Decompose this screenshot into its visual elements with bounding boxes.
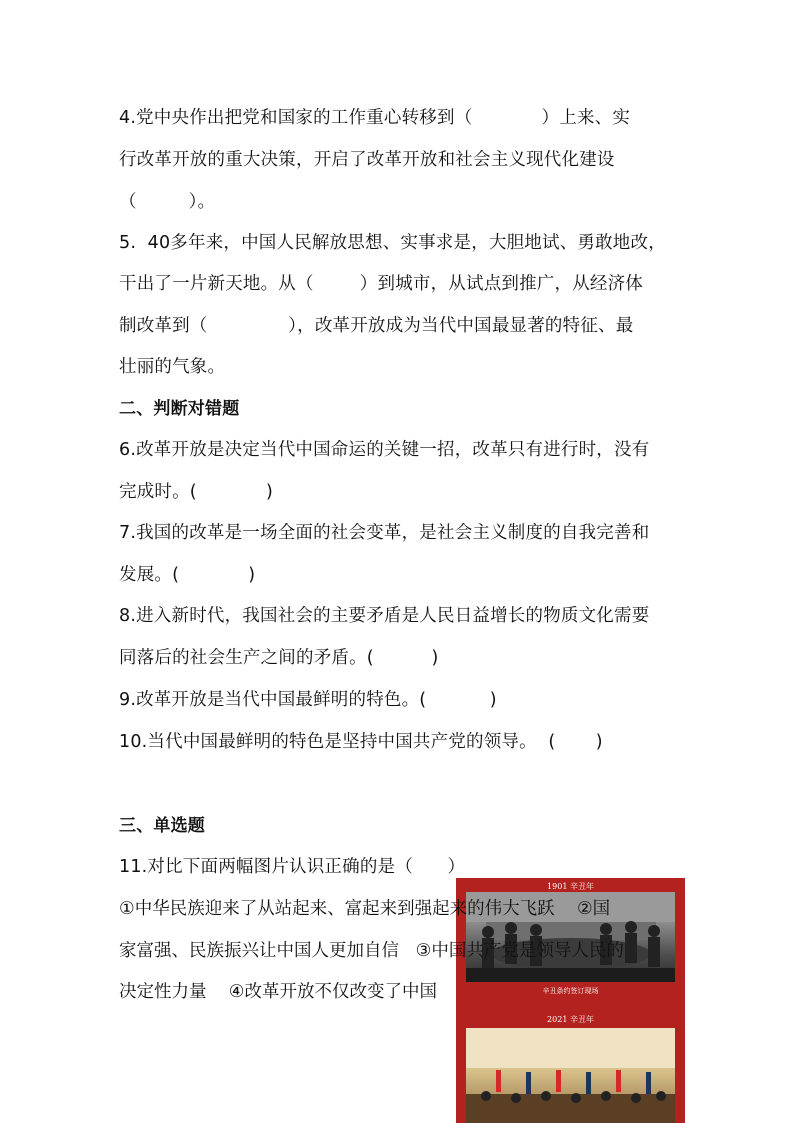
q5-line-2: 干出了一片新天地。从（ ）到城市，从试点到推广，从经济体: [119, 274, 643, 294]
q5-line-4: 壮丽的气象。: [119, 357, 226, 377]
q11: 11.对比下面两幅图片认识正确的是（ ）: [119, 857, 466, 877]
q11-options-line-1: ①中华民族迎来了从站起来、富起来到强起来的伟大飞跃 ②国: [119, 899, 611, 919]
q7-line-2: 发展。( ): [119, 565, 256, 585]
figure-mid-caption: 辛丑条约签订现场: [542, 987, 599, 995]
q5-line-3: 制改革到（ ），改革开放成为当代中国最显著的特征、最: [119, 316, 634, 336]
q11-options-line-2: 家富强、民族振兴让中国人更加自信 ③中国共产党是领导人民的: [119, 941, 624, 961]
modern-photo: [466, 1028, 675, 1123]
q8-line-1: 8.进入新时代，我国社会的主要矛盾是人民日益增长的物质文化需要: [119, 606, 650, 626]
q6-line-2: 完成时。( ): [119, 482, 274, 502]
q8-line-2: 同落后的社会生产之间的矛盾。( ): [119, 648, 439, 668]
q4-line-2: 行改革开放的重大决策，开启了改革开放和社会主义现代化建设: [119, 150, 615, 170]
q5-line-1: 5. 40多年来，中国人民解放思想、实事求是，大胆地试、勇敢地改，: [119, 233, 666, 253]
figure-bottom-caption: 2021 辛丑年: [547, 1015, 594, 1024]
q4-line-1: 4.党中央作出把党和国家的工作重心转移到（ ）上来、实: [119, 108, 631, 128]
q4-line-3: （ ）。: [119, 192, 216, 212]
section3-title: 三、单选题: [119, 816, 205, 836]
section2-title: 二、判断对错题: [119, 399, 240, 419]
q7-line-1: 7.我国的改革是一场全面的社会变革，是社会主义制度的自我完善和: [119, 523, 650, 543]
q9: 9.改革开放是当代中国最鲜明的特色。( ): [119, 690, 497, 710]
modern-photo-art: [466, 1028, 675, 1123]
q11-options-line-3: 决定性力量 ④改革开放不仅改变了中国: [119, 982, 437, 1002]
q10: 10.当代中国最鲜明的特色是坚持中国共产党的领导。 ( ): [119, 732, 603, 752]
q6-line-1: 6.改革开放是决定当代中国命运的关键一招，改革只有进行时，没有: [119, 440, 650, 460]
figure-top-caption: 1901 辛丑年: [547, 882, 594, 891]
